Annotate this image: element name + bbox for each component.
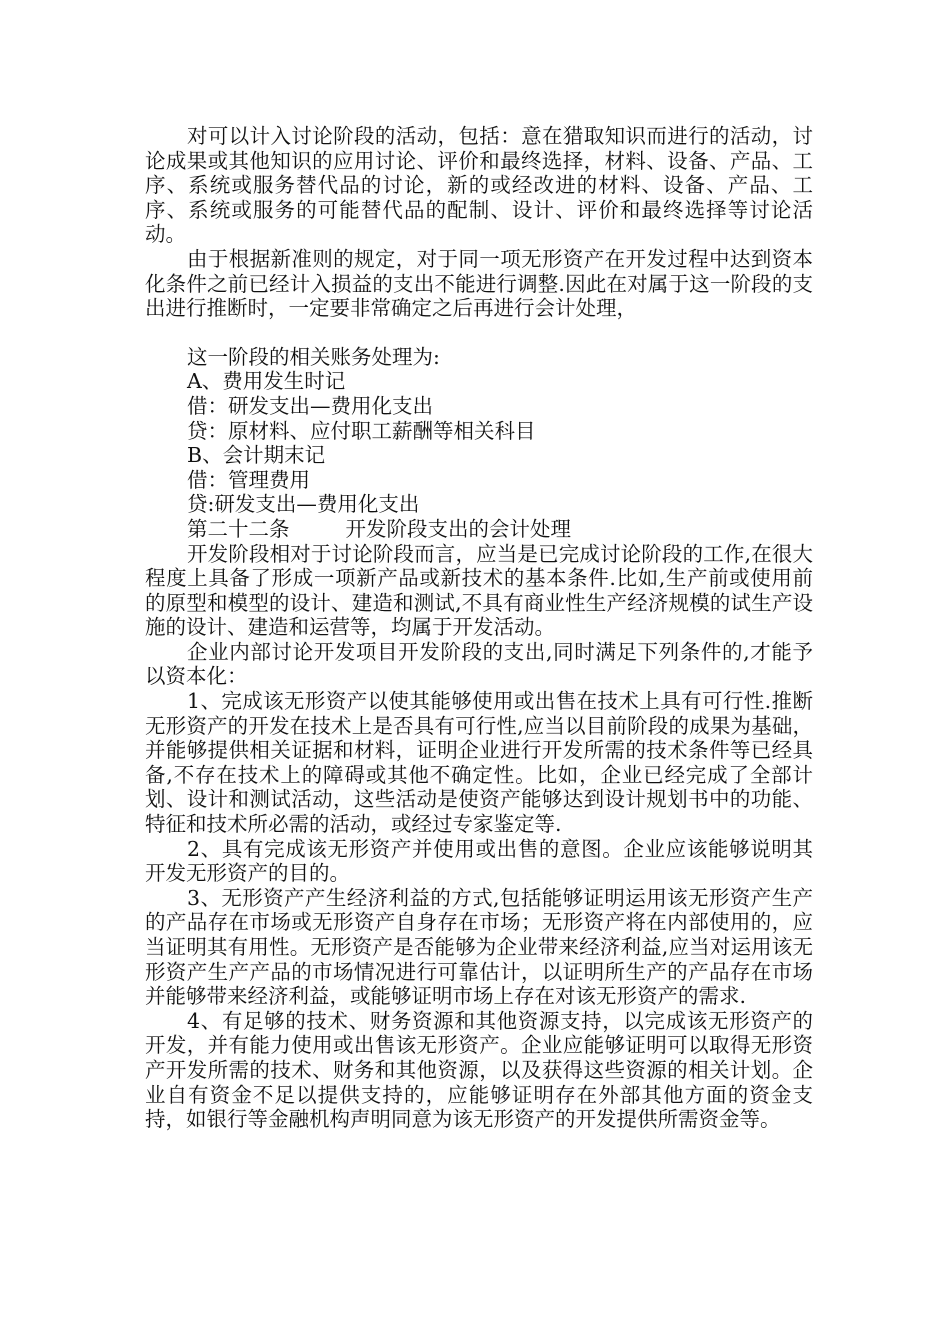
paragraph-condition-3: 3、无形资产产生经济利益的方式,包括能够证明运用该无形资产生产的产品存在市场或无形资产自身存在市场；无形资产将在内部使用的，应当证明其有用性。无形资产是否能够为企业带来经济利益,应当对运用该无形资产生产产品的市场情况进行可靠估计，以证明所生产的产品存在市场并能够带来经济利益，或能够证明市场上存在对该无形资产的需求.	[145, 885, 813, 1009]
article-title: 开发阶段支出的会计处理	[345, 516, 571, 541]
paragraph-condition-2: 2、具有完成该无形资产并使用或出售的意图。企业应该能够说明其开发无形资产的目的。	[145, 836, 813, 886]
entry-heading-b: B、会计期末记	[187, 443, 326, 468]
entry-debit-b: 借：管理费用	[187, 467, 310, 492]
paragraph-condition-1: 1、完成该无形资产以使其能够使用或出售在技术上具有可行性.推断无形资产的开发在技术上是否具有可行性,应当以目前阶段的成果为基础，并能够提供相关证据和材料，证明企业进行开发所需的技术条件等已经具备,不存在技术上的障碍或其他不确定性。比如，企业已经完成了全部计划、设计和测试活动，这些活动是使资产能够达到设计规划书中的功能、特征和技术所必需的活动，或经过专家鉴定等.	[145, 689, 813, 837]
entry-heading-a: A、费用发生时记	[187, 369, 346, 394]
paragraph-capitalization-conditions: 企业内部讨论开发项目开发阶段的支出,同时满足下列条件的,才能予以资本化：	[145, 639, 813, 689]
accounting-intro-line: 这一阶段的相关账务处理为:	[187, 344, 440, 369]
document-page	[145, 124, 813, 1132]
blank-line	[145, 321, 813, 345]
article-number: 第二十二条	[187, 516, 290, 541]
paragraph-research-activities: 对可以计入讨论阶段的活动，包括：意在猎取知识而进行的活动，讨论成果或其他知识的应用讨论、评价和最终选择，材料、设备、产品、工序、系统或服务替代品的讨论，新的或经改进的材料、设备、产品、工序、系统或服务的可能替代品的配制、设计、评价和最终选择等讨论活动。	[145, 124, 813, 247]
paragraph-condition-4: 4、有足够的技术、财务资源和其他资源支持，以完成该无形资产的开发，并有能力使用或出售该无形资产。企业应能够证明可以取得无形资产开发所需的技术、财务和其他资源，以及获得这些资源的相关计划。企业自有资金不足以提供支持的，应能够证明存在外部其他方面的资金支持，如银行等金融机构声明同意为该无形资产的开发提供所需资金等。	[145, 1008, 813, 1132]
entry-credit-b: 贷:研发支出—费用化支出	[187, 492, 420, 517]
entry-credit-a: 贷：原材料、应付职工薪酬等相关科目	[187, 418, 536, 443]
article-heading	[145, 517, 813, 542]
paragraph-development-phase: 开发阶段相对于讨论阶段而言，应当是已完成讨论阶段的工作,在很大程度上具备了形成一项新产品或新技术的基本条件.比如,生产前或使用前的原型和模型的设计、建造和测试,不具有商业性生产经济规模的试生产设施的设计、建造和运营等，均属于开发活动。	[145, 541, 813, 640]
entry-debit-a: 借：研发支出—费用化支出	[187, 393, 433, 418]
paragraph-new-standard: 由于根据新准则的规定，对于同一项无形资产在开发过程中达到资本化条件之前已经计入损益的支出不能进行调整.因此在对属于这一阶段的支出进行推断时，一定要非常确定之后再进行会计处理，	[145, 246, 813, 321]
